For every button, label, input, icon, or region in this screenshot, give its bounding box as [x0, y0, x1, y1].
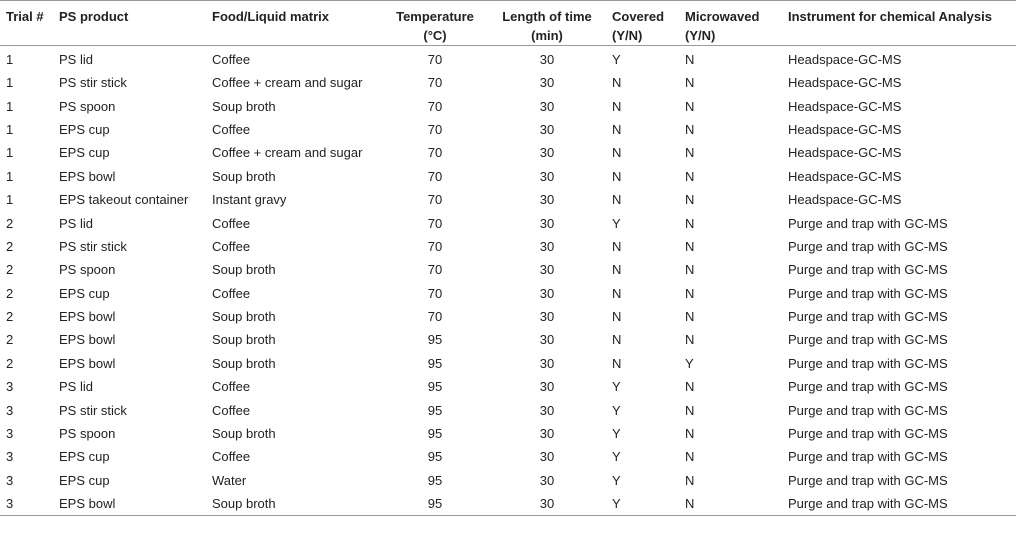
- table-row: [0, 141, 1016, 164]
- cell-length-of-time: 30: [539, 472, 555, 488]
- table-row: [0, 188, 1016, 211]
- cell-food-liquid-matrix: Coffee + cream and sugar: [212, 145, 363, 161]
- cell-food-liquid-matrix: Soup broth: [212, 332, 276, 348]
- cell-food-liquid-matrix: Coffee: [212, 121, 251, 137]
- cell-instrument: Purge and trap with GC-MS: [788, 309, 948, 325]
- cell-covered: N: [612, 192, 622, 208]
- table-row: [0, 282, 1016, 305]
- cell-instrument: Purge and trap with GC-MS: [788, 332, 948, 348]
- cell-food-liquid-matrix: Soup broth: [212, 98, 276, 114]
- cell-trial: 2: [6, 215, 14, 231]
- cell-temperature: 95: [427, 402, 443, 418]
- cell-instrument: Purge and trap with GC-MS: [782, 492, 1016, 516]
- table-row: [0, 398, 1016, 421]
- cell-temperature: 95: [427, 449, 443, 465]
- cell-microwaved: N: [679, 492, 782, 516]
- cell-temperature: 95: [427, 426, 443, 442]
- cell-ps-product: PS stir stick: [59, 402, 127, 418]
- table-header: [0, 1, 1016, 46]
- cell-ps-product: PS spoon: [59, 262, 116, 278]
- table-row: [0, 71, 1016, 94]
- table-row: [0, 375, 1016, 398]
- cell-length-of-time: 30: [539, 402, 555, 418]
- cell-ps-product: EPS bowl: [59, 309, 116, 325]
- header-row: [0, 1, 1016, 46]
- cell-temperature: 70: [427, 262, 443, 278]
- cell-food-liquid-matrix: Soup broth: [212, 355, 276, 371]
- cell-length-of-time: 30: [539, 285, 555, 301]
- cell-trial: 3: [6, 449, 14, 465]
- cell-ps-product: EPS cup: [59, 472, 110, 488]
- table-row: [0, 445, 1016, 468]
- header-microwaved: Microwaved (Y/N): [679, 1, 782, 46]
- cell-covered: Y: [612, 215, 621, 231]
- cell-temperature: 95: [382, 492, 488, 516]
- cell-microwaved: N: [685, 472, 695, 488]
- cell-length-of-time: 30: [539, 75, 555, 91]
- cell-covered: N: [612, 145, 622, 161]
- cell-trial: 2: [6, 285, 14, 301]
- cell-instrument: Headspace-GC-MS: [788, 145, 902, 161]
- cell-trial: 3: [6, 472, 14, 488]
- cell-microwaved: N: [685, 449, 695, 465]
- table-row: [0, 94, 1016, 117]
- cell-covered: Y: [606, 492, 679, 516]
- cell-length-of-time: 30: [539, 262, 555, 278]
- cell-trial: 3: [6, 402, 14, 418]
- table-row: [0, 352, 1016, 375]
- cell-ps-product: PS stir stick: [59, 75, 127, 91]
- cell-food-liquid-matrix: Coffee: [212, 379, 251, 395]
- cell-covered: N: [612, 332, 622, 348]
- cell-temperature: 95: [427, 355, 443, 371]
- header-trial: Trial #: [0, 1, 53, 46]
- cell-covered: N: [612, 98, 622, 114]
- cell-temperature: 70: [427, 192, 443, 208]
- cell-food-liquid-matrix: Soup broth: [212, 262, 276, 278]
- cell-temperature: 70: [427, 309, 443, 325]
- cell-temperature: 70: [427, 121, 443, 137]
- cell-length-of-time: 30: [539, 168, 555, 184]
- table-row: [0, 211, 1016, 234]
- cell-length-of-time: 30: [539, 332, 555, 348]
- cell-ps-product: EPS cup: [59, 145, 110, 161]
- cell-trial: 1: [6, 121, 14, 137]
- cell-food-liquid-matrix: Coffee + cream and sugar: [212, 75, 363, 91]
- cell-microwaved: Y: [685, 355, 694, 371]
- cell-microwaved: N: [685, 285, 695, 301]
- cell-ps-product: PS stir stick: [59, 238, 127, 254]
- cell-instrument: Headspace-GC-MS: [788, 52, 902, 67]
- cell-covered: N: [612, 168, 622, 184]
- cell-food-liquid-matrix: Coffee: [212, 52, 251, 67]
- cell-length-of-time: 30: [539, 192, 555, 208]
- cell-trial: 1: [6, 75, 14, 91]
- table-row: [0, 118, 1016, 141]
- cell-temperature: 95: [427, 472, 443, 488]
- cell-trial: 2: [6, 309, 14, 325]
- cell-temperature: 70: [427, 215, 443, 231]
- cell-ps-product: EPS bowl: [53, 492, 206, 516]
- cell-microwaved: N: [685, 309, 695, 325]
- cell-microwaved: N: [685, 332, 695, 348]
- cell-length-of-time: 30: [539, 309, 555, 325]
- cell-length-of-time: 30: [539, 145, 555, 161]
- cell-food-liquid-matrix: Coffee: [212, 285, 251, 301]
- header-instrument: Instrument for chemical Analysis: [782, 1, 1016, 46]
- cell-ps-product: PS spoon: [59, 98, 116, 114]
- cell-covered: N: [612, 238, 622, 254]
- cell-temperature: 70: [427, 75, 443, 91]
- cell-microwaved: N: [685, 52, 695, 67]
- cell-trial: 3: [0, 492, 53, 516]
- cell-covered: N: [612, 75, 622, 91]
- cell-covered: Y: [612, 426, 621, 442]
- cell-length-of-time: 30: [539, 379, 555, 395]
- cell-temperature: 70: [427, 145, 443, 161]
- cell-instrument: Purge and trap with GC-MS: [788, 426, 948, 442]
- header-food-liquid-matrix: Food/Liquid matrix: [206, 1, 382, 46]
- cell-microwaved: N: [685, 262, 695, 278]
- cell-microwaved: N: [685, 121, 695, 137]
- table-row: [0, 305, 1016, 328]
- cell-ps-product: PS lid: [59, 52, 93, 67]
- cell-length-of-time: 30: [539, 426, 555, 442]
- table-body: [0, 46, 1016, 516]
- cell-trial: 2: [6, 355, 14, 371]
- cell-microwaved: N: [685, 168, 695, 184]
- cell-food-liquid-matrix: Soup broth: [212, 426, 276, 442]
- cell-ps-product: EPS cup: [59, 121, 110, 137]
- cell-trial: 2: [6, 238, 14, 254]
- table-row: [0, 469, 1016, 492]
- cell-trial: 1: [6, 192, 14, 208]
- cell-instrument: Headspace-GC-MS: [788, 98, 902, 114]
- cell-trial: 2: [6, 262, 14, 278]
- cell-ps-product: EPS takeout container: [59, 192, 189, 208]
- cell-covered: Y: [612, 472, 621, 488]
- cell-instrument: Headspace-GC-MS: [788, 75, 902, 91]
- table-row: [0, 328, 1016, 351]
- cell-length-of-time: 30: [488, 492, 606, 516]
- cell-ps-product: EPS bowl: [59, 332, 116, 348]
- cell-instrument: Headspace-GC-MS: [788, 168, 902, 184]
- cell-microwaved: N: [685, 75, 695, 91]
- cell-temperature: 70: [427, 168, 443, 184]
- cell-temperature: 70: [427, 238, 443, 254]
- cell-trial: 2: [6, 332, 14, 348]
- cell-temperature: 70: [427, 285, 443, 301]
- cell-trial: 3: [6, 426, 14, 442]
- cell-microwaved: N: [685, 215, 695, 231]
- cell-instrument: Purge and trap with GC-MS: [788, 262, 948, 278]
- header-covered: Covered (Y/N): [606, 1, 679, 46]
- table-row: [0, 258, 1016, 281]
- cell-covered: N: [612, 309, 622, 325]
- header-ps-product: PS product: [53, 1, 206, 46]
- cell-temperature: 95: [427, 332, 443, 348]
- cell-food-liquid-matrix: Coffee: [212, 238, 251, 254]
- cell-length-of-time: 30: [539, 52, 555, 67]
- cell-covered: N: [612, 285, 622, 301]
- cell-instrument: Purge and trap with GC-MS: [788, 472, 948, 488]
- cell-length-of-time: 30: [539, 215, 555, 231]
- cell-microwaved: N: [685, 402, 695, 418]
- cell-trial: 1: [6, 52, 14, 67]
- table-row: [0, 165, 1016, 188]
- cell-covered: Y: [612, 379, 621, 395]
- table-row: [0, 422, 1016, 445]
- cell-microwaved: N: [685, 426, 695, 442]
- cell-instrument: Headspace-GC-MS: [788, 192, 902, 208]
- cell-length-of-time: 30: [539, 98, 555, 114]
- cell-temperature: 95: [427, 379, 443, 395]
- cell-instrument: Purge and trap with GC-MS: [788, 449, 948, 465]
- cell-ps-product: EPS bowl: [59, 168, 116, 184]
- cell-microwaved: N: [685, 98, 695, 114]
- cell-instrument: Purge and trap with GC-MS: [788, 238, 948, 254]
- cell-temperature: 70: [427, 52, 443, 67]
- cell-food-liquid-matrix: Soup broth: [206, 492, 382, 516]
- cell-food-liquid-matrix: Soup broth: [212, 168, 276, 184]
- cell-ps-product: PS lid: [59, 379, 93, 395]
- cell-trial: 1: [6, 145, 14, 161]
- cell-ps-product: EPS bowl: [59, 355, 116, 371]
- cell-trial: 1: [6, 168, 14, 184]
- cell-instrument: Purge and trap with GC-MS: [788, 379, 948, 395]
- cell-covered: N: [612, 355, 622, 371]
- cell-ps-product: PS lid: [59, 215, 93, 231]
- cell-microwaved: N: [685, 192, 695, 208]
- cell-food-liquid-matrix: Instant gravy: [212, 192, 287, 208]
- table-row: [0, 46, 1016, 72]
- cell-length-of-time: 30: [539, 449, 555, 465]
- cell-instrument: Headspace-GC-MS: [788, 121, 902, 137]
- cell-instrument: Purge and trap with GC-MS: [788, 285, 948, 301]
- cell-length-of-time: 30: [539, 121, 555, 137]
- header-temperature: Temperature (°C): [382, 1, 488, 46]
- cell-food-liquid-matrix: Water: [212, 472, 247, 488]
- cell-temperature: 70: [427, 98, 443, 114]
- cell-covered: Y: [612, 449, 621, 465]
- cell-covered: Y: [612, 52, 621, 67]
- cell-length-of-time: 30: [539, 238, 555, 254]
- cell-microwaved: N: [685, 238, 695, 254]
- cell-covered: Y: [612, 402, 621, 418]
- cell-covered: N: [612, 121, 622, 137]
- cell-ps-product: PS spoon: [59, 426, 116, 442]
- header-length-of-time: Length of time (min): [488, 1, 606, 46]
- cell-microwaved: N: [685, 145, 695, 161]
- cell-instrument: Purge and trap with GC-MS: [788, 215, 948, 231]
- cell-trial: 3: [6, 379, 14, 395]
- cell-food-liquid-matrix: Coffee: [212, 449, 251, 465]
- cell-food-liquid-matrix: Soup broth: [212, 309, 276, 325]
- table-row: [0, 235, 1016, 258]
- table-row: [0, 492, 1016, 516]
- cell-trial: 1: [6, 98, 14, 114]
- cell-ps-product: EPS cup: [59, 285, 110, 301]
- cell-food-liquid-matrix: Coffee: [212, 215, 251, 231]
- cell-microwaved: N: [685, 379, 695, 395]
- cell-length-of-time: 30: [539, 355, 555, 371]
- cell-instrument: Purge and trap with GC-MS: [788, 402, 948, 418]
- cell-food-liquid-matrix: Coffee: [212, 402, 251, 418]
- cell-ps-product: EPS cup: [59, 449, 110, 465]
- cell-covered: N: [612, 262, 622, 278]
- cell-instrument: Purge and trap with GC-MS: [788, 355, 948, 371]
